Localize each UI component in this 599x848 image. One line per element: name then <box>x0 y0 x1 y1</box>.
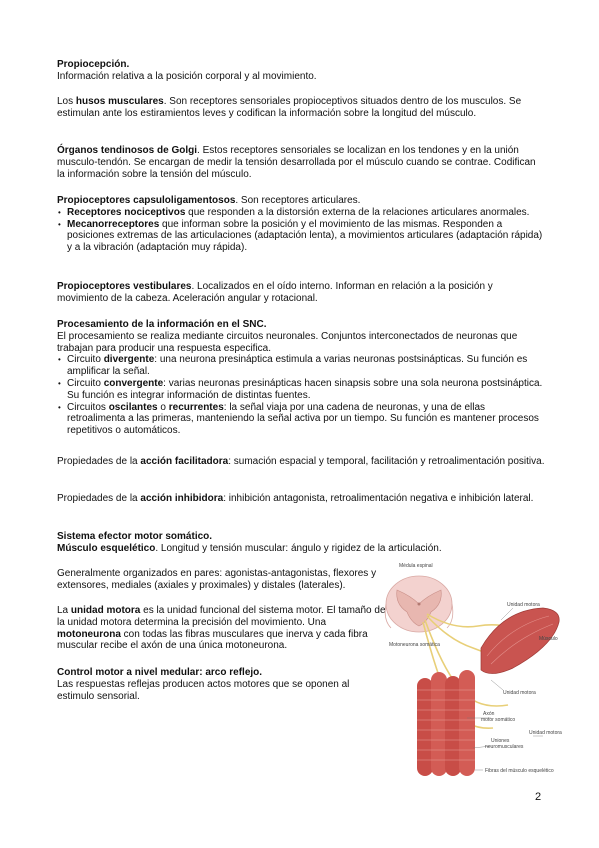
label-uniones-2: neuromusculares <box>485 744 524 750</box>
text: es la unidad funcional del sistema motor. El tamaño de la unidad motora determina la precisión del movimiento. Una <box>57 605 386 628</box>
term: Mecanorreceptores <box>67 218 160 230</box>
list-item <box>57 207 545 219</box>
text: con todas las fibras musculares que inerva y cada fibra muscular recibe el axón de una única motoneurona. <box>57 628 368 652</box>
term-husos: husos musculares <box>75 96 164 107</box>
snc-desc: El procesamiento se realiza mediante circuitos neuronales. Conjuntos interconectados de neuronas que trabajan para producir una respuesta especifica. <box>57 330 518 354</box>
term: acción inhibidora <box>140 493 224 504</box>
reflejo-title: Control motor a nivel medular: arco reflejo. <box>57 667 263 678</box>
term: unidad motora <box>70 605 141 616</box>
efector-title: Sistema efector motor somático. <box>57 531 213 542</box>
page-number: 2 <box>535 791 542 803</box>
label-fibras: Fibras del músculo esquelético <box>485 768 554 774</box>
text: Propiedades de la <box>57 456 141 467</box>
term: Receptores nociceptivos <box>67 206 186 218</box>
text: que responden a la distorsión externa de la relaciones articulares anormales. <box>185 206 530 218</box>
text: . Longitud y tensión muscular: ángulo y rigidez de la articulación. <box>155 542 442 554</box>
term-capsulo: Propioceptores capsuloligamentosos <box>57 195 236 206</box>
label-unidad-motora-2: Unidad motora <box>503 690 536 696</box>
term-golgi: Órganos tendinosos de Golgi <box>57 145 198 156</box>
text: : sumación espacial y temporal, facilitación y retroalimentación positiva. <box>228 456 545 467</box>
snc-title: Procesamiento de la información en el SNC. <box>57 319 267 330</box>
list-item <box>57 378 545 402</box>
label-musculo: Músculo <box>539 636 558 642</box>
text: que informan sobre la posición y el movimiento de las mismas. Responden a posiciones extremas de las articulaciones (adaptación lenta), a movimientos articulares (adaptación rápida) y a la vibración (adaptación muy rápida). <box>67 218 543 254</box>
text: Generalmente organizados en pares: agonistas-antagonistas, flexores y extensores, mediales (axiales y proximales) y distales (laterales). <box>57 568 377 591</box>
reflejo-desc: Las respuestas reflejas producen actos motores que se oponen al estimulo sensorial. <box>57 678 350 702</box>
text: : una neurona presináptica estimula a varias neuronas postsinápticas. Su función es amplificar la señal. <box>67 354 528 378</box>
efector-section <box>57 531 545 555</box>
vestibulares-paragraph <box>57 281 545 305</box>
husos-paragraph <box>57 96 545 120</box>
term: Músculo esquelético <box>57 542 156 554</box>
text: : inhibición antagonista, retroalimentación negativa e inhibición lateral. <box>223 493 534 504</box>
label-unidad-motora-1: Unidad motora <box>507 602 540 608</box>
text: Los <box>57 96 76 107</box>
motor-unit-illustration <box>383 560 565 782</box>
propiocepcion-section <box>57 59 545 83</box>
organizados-paragraph <box>57 568 387 592</box>
spinal-cord-drawing <box>385 576 453 632</box>
term: acción facilitadora <box>140 456 229 467</box>
text: . Localizados en el oído interno. Informan en relación a la posición y movimiento de la cabeza. Aceleración angular y rotacional. <box>57 281 493 304</box>
term: convergente <box>103 377 164 389</box>
term-vestibulares: Propioceptores vestibulares <box>57 281 192 292</box>
text: . Son receptores articulares. <box>235 195 361 206</box>
label-medula: Médula espinal <box>399 563 433 569</box>
snc-section <box>57 319 545 437</box>
text: . Son receptores sensoriales propioceptivos situados dentro de los musculos. Se estimulan ante los estiramientos leves y codifican la información sobre la longitud del músculo. <box>57 96 522 119</box>
golgi-paragraph <box>57 145 545 180</box>
term: divergente <box>103 354 155 366</box>
text: o <box>157 401 169 413</box>
text: : la señal viaja por una cadena de neuronas, y una de ellas retroalimenta a las primeras, manteniendo la señal activa por un tiempo. Su función es mantener procesos repetitivos o automáticos. <box>67 401 539 437</box>
text: Circuito <box>67 377 104 389</box>
text: . Estos receptores sensoriales se localizan en los tendones y en la unión musculo-tendón. Se encargan de medir la tensión desarrollada por el músculo cuando se contrae. Codifican la información sobre la tensión del músculo. <box>57 145 536 180</box>
inhibidora-paragraph <box>57 493 545 505</box>
propiocepcion-desc: Información relativa a la posición corporal y al movimiento. <box>57 70 317 82</box>
propiocepcion-title: Propiocepción. <box>57 59 130 70</box>
text: Circuito <box>67 354 104 366</box>
unidad-paragraph <box>57 605 387 652</box>
muscle-fiber-bundle <box>417 670 475 776</box>
text: La <box>57 605 71 616</box>
term: motoneurona <box>57 628 121 640</box>
capsulo-section <box>57 195 545 254</box>
reflejo-section <box>57 667 387 702</box>
term: oscilantes <box>108 401 158 413</box>
facilitadora-paragraph <box>57 456 545 468</box>
label-axon-2: motor somático <box>481 717 516 723</box>
list-item <box>57 219 545 254</box>
text: Circuitos <box>67 401 109 413</box>
label-axon: Axón <box>483 711 495 717</box>
term: recurrentes <box>168 401 224 413</box>
list-item <box>57 402 545 437</box>
label-motoneurona: Motoneurona somática <box>389 642 440 648</box>
label-unidad-motora-3: Unidad motora <box>529 730 562 736</box>
label-uniones: Uniones <box>491 738 510 744</box>
list-item <box>57 354 545 378</box>
text: Propiedades de la <box>57 493 141 504</box>
text: : varias neuronas presinápticas hacen sinapsis sobre una sola neurona postsináptica. Su función es integrar información de distintas fuentes. <box>67 377 543 401</box>
